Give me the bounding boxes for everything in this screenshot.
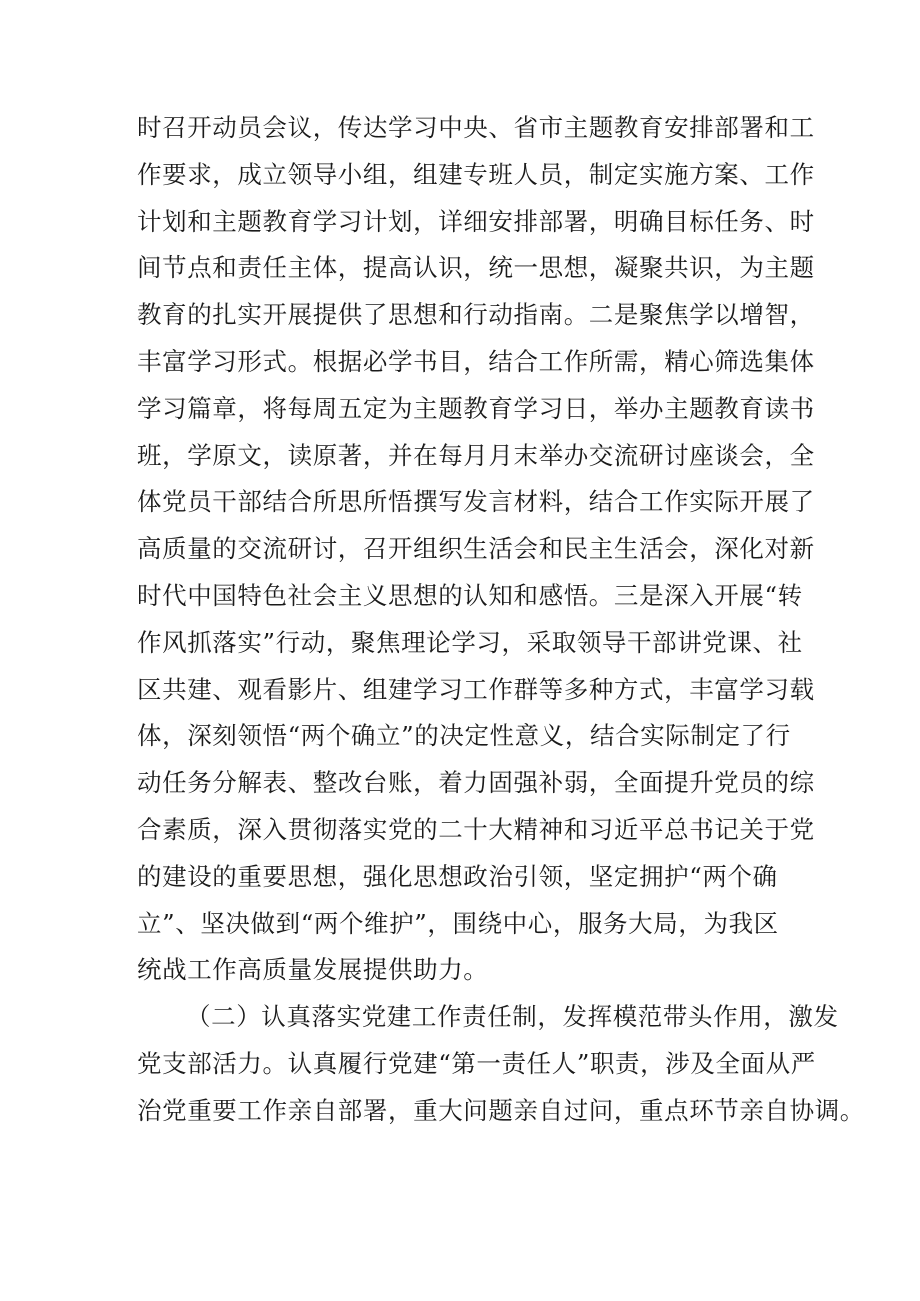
text-line: 丰富学习形式。根据必学书目，结合工作所需，精心筛选集体 (137, 346, 815, 376)
text-line: 立”、坚决做到“两个维护”，围绕中心，服务大局，为我区 (137, 908, 779, 938)
text-line: 高质量的交流研讨，召开组织生活会和民主生活会，深化对新 (137, 534, 815, 564)
section-heading-line: （二）认真落实党建工作责任制，发挥模范带头作用，激发 (186, 1002, 839, 1032)
text-line: 学习篇章，将每周五定为主题教育学习日，举办主题教育读书 (137, 393, 815, 423)
text-line: 班，学原文，读原著，并在每月月末举办交流研讨座谈会，全 (137, 440, 815, 470)
text-line: 计划和主题教育学习计划，详细安排部署，明确目标任务、时 (137, 206, 815, 236)
text-line: 治党重要工作亲自部署，重大问题亲自过问，重点环节亲自协调。 (137, 1095, 865, 1125)
text-line: 合素质，深入贯彻落实党的二十大精神和习近平总书记关于党 (137, 814, 815, 844)
text-line: 作要求，成立领导小组，组建专班人员，制定实施方案、工作 (137, 159, 815, 189)
text-line: 教育的扎实开展提供了思想和行动指南。二是聚焦学以增智， (137, 300, 815, 330)
text-line: 时召开动员会议，传达学习中央、省市主题教育安排部署和工 (137, 113, 815, 142)
text-line: 党支部活力。认真履行党建“第一责任人”职责，涉及全面从严 (137, 1048, 816, 1078)
document-body (137, 105, 865, 1135)
text-line: 的建设的重要思想，强化思想政治引领，坚定拥护“两个确 (137, 861, 778, 891)
text-line: 统战工作高质量发展提供助力。 (137, 955, 489, 985)
text-line: 时代中国特色社会主义思想的认知和感悟。三是深入开展“转 (137, 580, 803, 610)
text-line: 动任务分解表、整改台账，着力固强补弱，全面提升党员的综 (137, 768, 815, 798)
text-line: 作风抓落实”行动，聚焦理论学习，采取领导干部讲党课、社 (137, 627, 803, 657)
text-line: 体党员干部结合所思所悟撰写发言材料，结合工作实际开展了 (137, 487, 815, 517)
text-line: 间节点和责任主体，提高认识，统一思想，凝聚共识，为主题 (137, 253, 815, 283)
text-line: 体，深刻领悟“两个确立”的决定性意义，结合实际制定了行 (137, 721, 791, 751)
text-line: 区共建、观看影片、组建学习工作群等多种方式，丰富学习载 (137, 674, 815, 704)
